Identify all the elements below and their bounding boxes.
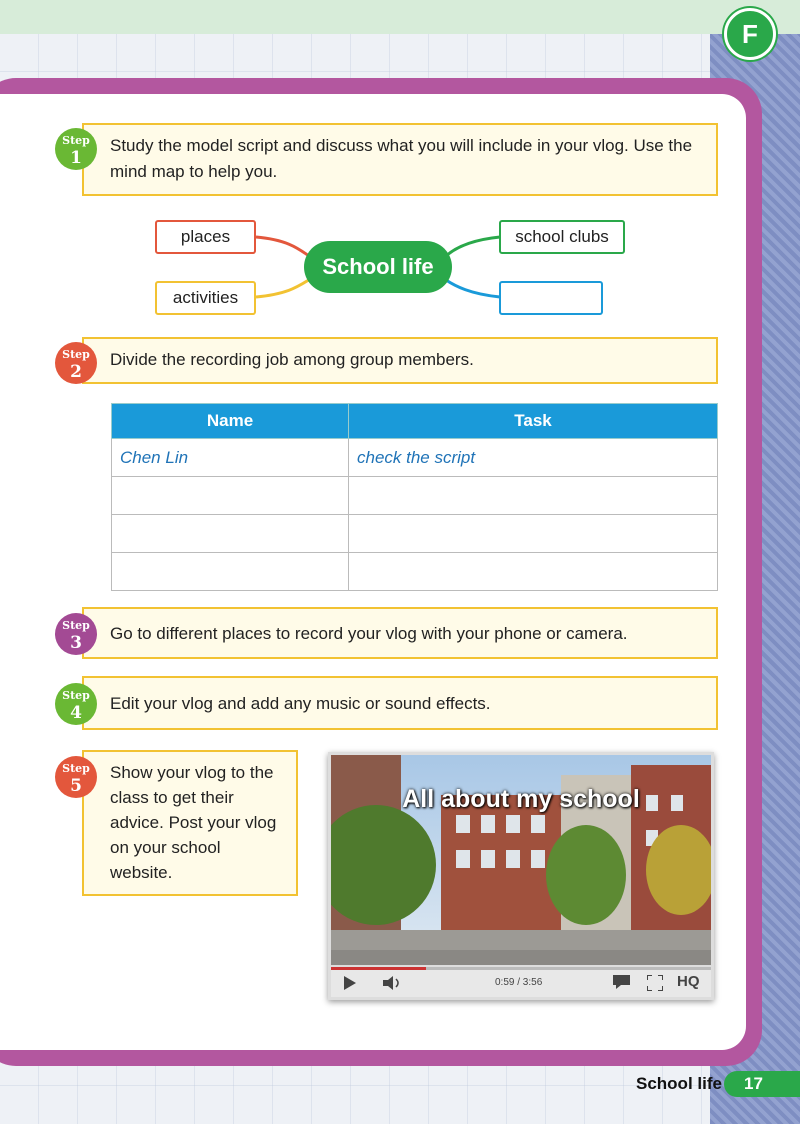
table-row (112, 553, 718, 591)
task-table (111, 403, 718, 591)
play-icon[interactable] (343, 976, 357, 990)
mind-map-node-activities: activities (155, 281, 256, 315)
table-row (112, 477, 718, 515)
cell-name[interactable] (112, 477, 349, 515)
fullscreen-icon[interactable] (647, 975, 663, 991)
unit-badge: F (724, 8, 776, 60)
step-2-badge: Step 2 (55, 342, 97, 384)
video-progress-bar[interactable] (331, 967, 711, 970)
video-player[interactable] (328, 752, 714, 1000)
video-controls (331, 967, 711, 997)
footer-section-title: School life (636, 1074, 722, 1093)
cell-task[interactable]: check the script (349, 439, 718, 477)
cell-name[interactable] (112, 553, 349, 591)
table-row (112, 439, 718, 477)
step-4-badge: Step 4 (55, 683, 97, 725)
page-number: 17 (724, 1071, 800, 1097)
quality-button[interactable]: HQ (677, 973, 700, 990)
step-3-badge: Step 3 (55, 613, 97, 655)
table-header-row (112, 404, 718, 439)
cell-task[interactable] (349, 553, 718, 591)
step-3-instruction: Go to different places to record your vlog with your phone or camera. (82, 607, 718, 659)
mind-map-node-blank[interactable] (499, 281, 603, 315)
step-5-badge: Step 5 (55, 756, 97, 798)
cell-name[interactable] (112, 515, 349, 553)
mind-map-center: School life (304, 241, 452, 293)
video-title: All about my school (402, 785, 640, 813)
cell-task[interactable] (349, 477, 718, 515)
step-1-instruction: Study the model script and discuss what you will include in your vlog. Use the mind map to help you. (82, 123, 718, 196)
header-task: Task (349, 404, 718, 439)
step-5-instruction: Show your vlog to the class to get their advice. Post your vlog on your school website. (82, 750, 298, 896)
step-2-instruction: Divide the recording job among group members. (82, 337, 718, 384)
video-thumbnail[interactable] (331, 755, 711, 965)
video-progress-fill (331, 967, 426, 970)
volume-icon[interactable] (383, 975, 403, 991)
cell-task[interactable] (349, 515, 718, 553)
mind-map-node-places: places (155, 220, 256, 254)
table-row (112, 515, 718, 553)
step-4-instruction: Edit your vlog and add any music or sound effects. (82, 676, 718, 730)
cell-name[interactable]: Chen Lin (112, 439, 349, 477)
step-1-badge: Step 1 (55, 128, 97, 170)
video-time: 0:59 / 3:56 (495, 977, 543, 988)
header-name: Name (112, 404, 349, 439)
comment-icon[interactable] (613, 975, 631, 990)
mind-map-node-school-clubs: school clubs (499, 220, 625, 254)
